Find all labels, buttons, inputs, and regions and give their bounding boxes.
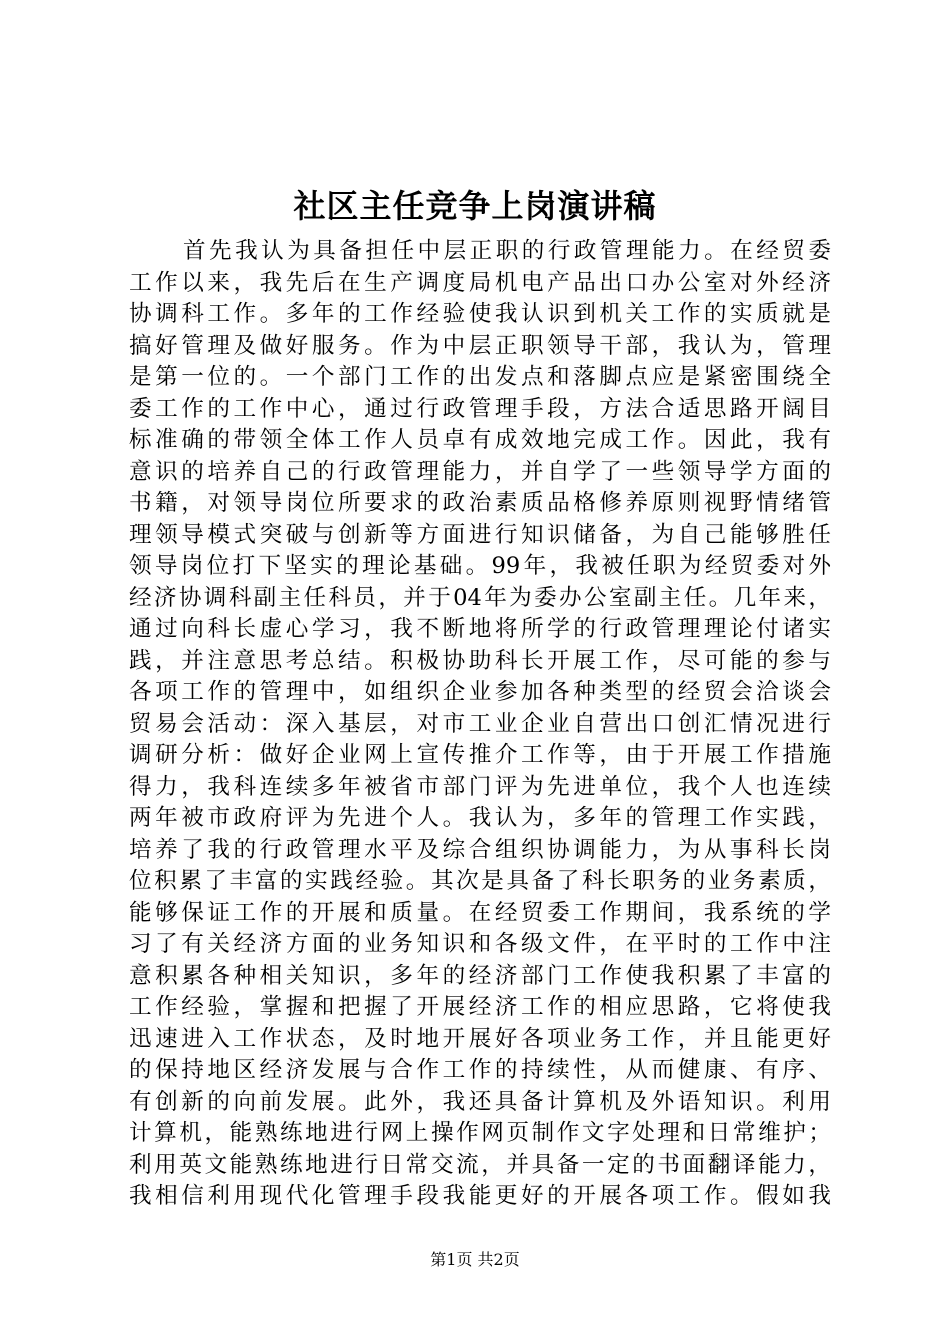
document-title: 社区主任竞争上岗演讲稿 (293, 187, 657, 225)
body-line: 各项工作的管理中，如组织企业参加各种类型的经贸会洽谈会 (129, 679, 831, 705)
body-line: 协调科工作。多年的工作经验使我认识到机关工作的实质就是 (129, 301, 831, 327)
body-line: 委工作的工作中心，通过行政管理手段，方法合适思路开阔目 (129, 395, 831, 422)
page-footer: 第1页 共2页 (430, 1250, 520, 1269)
body-line: 两年被市政府评为先进个人。我认为，多年的管理工作实践， (129, 805, 831, 831)
body-line: 标准确的带领全体工作人员卓有成效地完成工作。因此，我有 (129, 427, 831, 453)
body-line: 位积累了丰富的实践经验。其次是具备了科长职务的业务素质， (129, 868, 831, 894)
body-line: 调研分析：做好企业网上宣传推介工作等，由于开展工作措施 (129, 742, 831, 768)
body-line: 能够保证工作的开展和质量。在经贸委工作期间，我系统的学 (129, 899, 831, 926)
body-line: 领导岗位打下坚实的理论基础。99年，我被任职为经贸委对外 (129, 553, 831, 579)
body-line: 通过向科长虚心学习，我不断地将所学的行政管理理论付诸实 (129, 616, 831, 642)
body-line: 理领导模式突破与创新等方面进行知识储备，为自己能够胜任 (129, 521, 831, 548)
body-line: 践，并注意思考总结。积极协助科长开展工作，尽可能的参与 (129, 647, 831, 674)
body-line: 意积累各种相关知识，多年的经济部门工作使我积累了丰富的 (129, 962, 831, 989)
body-line: 工作以来，我先后在生产调度局机电产品出口办公室对外经济 (129, 269, 831, 296)
body-line: 有创新的向前发展。此外，我还具备计算机及外语知识。利用 (129, 1088, 831, 1115)
document-body (129, 236, 831, 1213)
body-line: 的保持地区经济发展与合作工作的持续性，从而健康、有序、 (129, 1057, 831, 1083)
body-line: 意识的培养自己的行政管理能力，并自学了一些领导学方面的 (129, 458, 831, 485)
body-line: 我相信利用现代化管理手段我能更好的开展各项工作。假如我 (129, 1183, 831, 1209)
body-line: 首先我认为具备担任中层正职的行政管理能力。在经贸委 (183, 238, 831, 264)
body-line: 计算机，能熟练地进行网上操作网页制作文字处理和日常维护； (129, 1120, 831, 1146)
body-line: 利用英文能熟练地进行日常交流，并具备一定的书面翻译能力， (129, 1151, 831, 1178)
body-line: 是第一位的。一个部门工作的出发点和落脚点应是紧密围绕全 (129, 364, 831, 390)
body-line: 经济协调科副主任科员，并于04年为委办公室副主任。几年来， (129, 584, 831, 611)
body-line: 贸易会活动：深入基层，对市工业企业自营出口创汇情况进行 (129, 710, 831, 737)
body-line: 书籍，对领导岗位所要求的政治素质品格修养原则视野情绪管 (129, 490, 831, 516)
body-line: 工作经验，掌握和把握了开展经济工作的相应思路，它将使我 (129, 994, 831, 1020)
body-line: 得力，我科连续多年被省市部门评为先进单位，我个人也连续 (129, 773, 831, 800)
body-line: 搞好管理及做好服务。作为中层正职领导干部，我认为，管理 (129, 332, 831, 359)
body-line: 培养了我的行政管理水平及综合组织协调能力，为从事科长岗 (129, 836, 831, 863)
body-line: 习了有关经济方面的业务知识和各级文件，在平时的工作中注 (129, 931, 831, 957)
body-line: 迅速进入工作状态，及时地开展好各项业务工作，并且能更好 (129, 1025, 831, 1052)
